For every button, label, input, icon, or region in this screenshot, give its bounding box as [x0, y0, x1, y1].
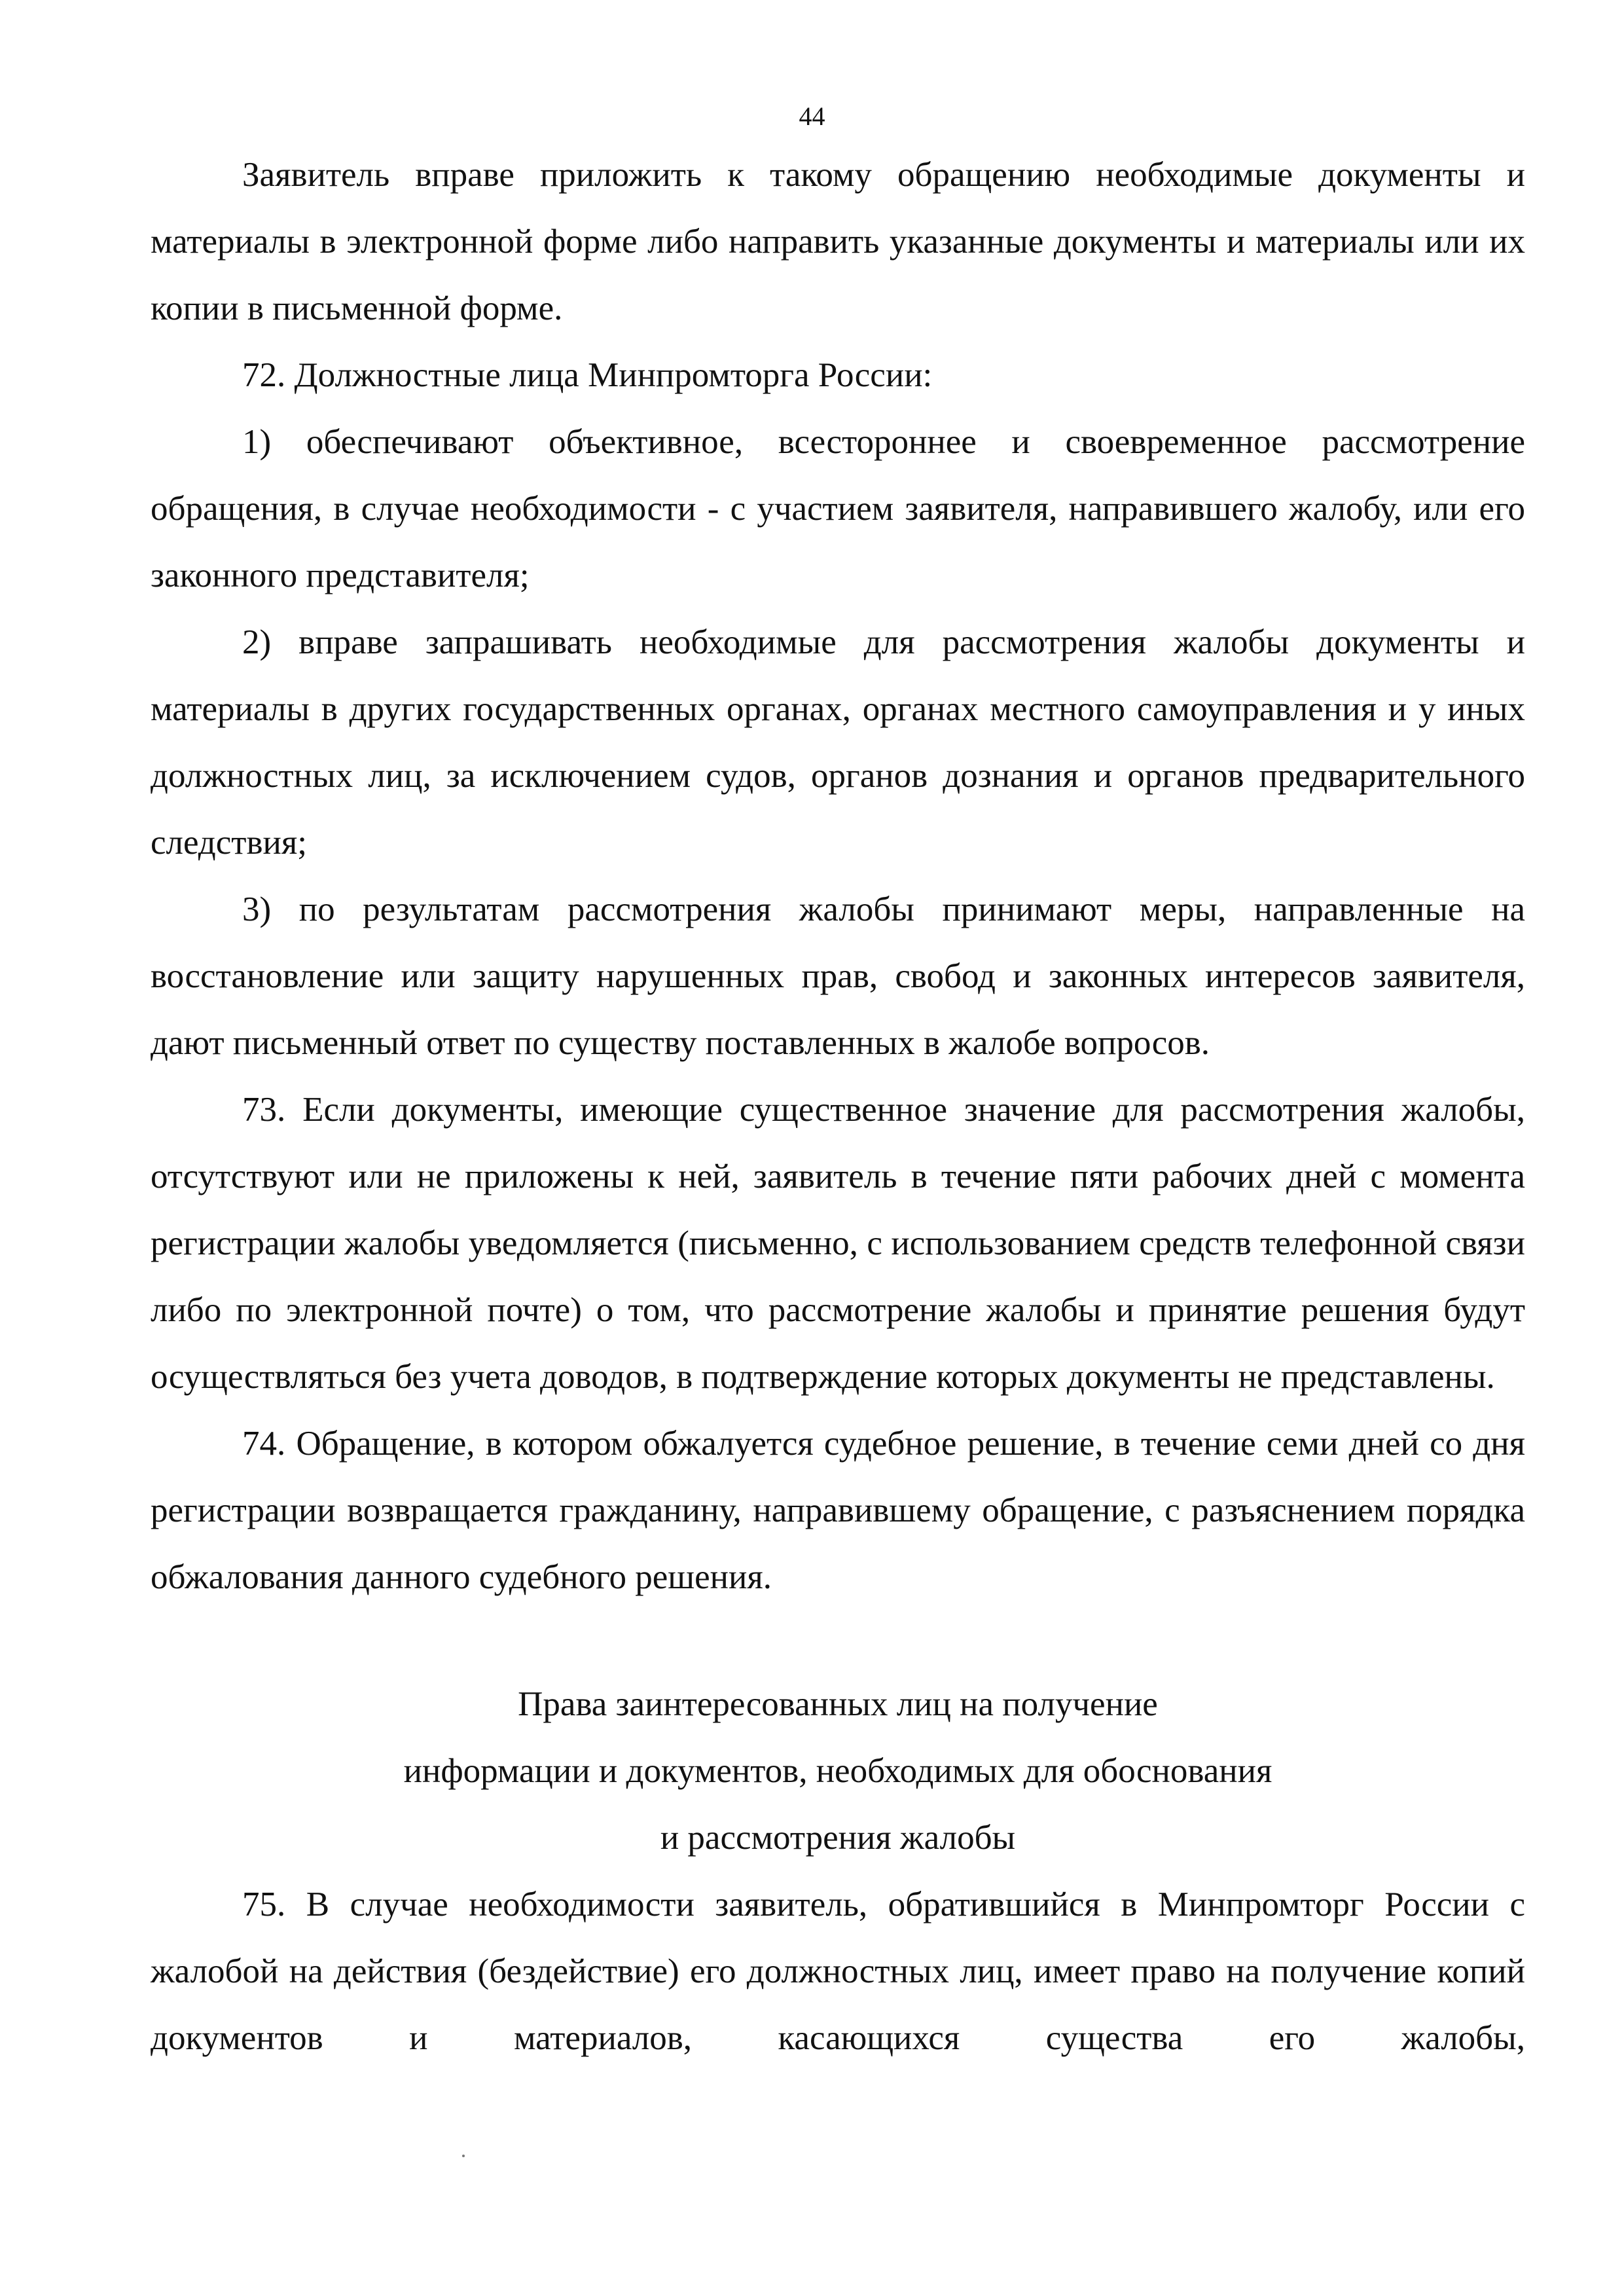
section-heading-line-1: Права заинтересованных лиц на получение: [518, 1685, 1158, 1723]
page-number: 44: [799, 101, 825, 131]
scan-speck: [462, 2155, 465, 2157]
paragraph-75: 75. В случае необходимости заявитель, обратившийся в Минпромторг России с жалобой на действия (бездействие) его должностных лиц, имеет право на получение копий документов и материалов, касающихся существа его жалобы,: [151, 1886, 1525, 2057]
paragraph-attachments: Заявитель вправе приложить к такому обращению необходимые документы и материалы в электронной форме либо направить указанные документы и материалы или их копии в письменной форме.: [151, 156, 1525, 327]
section-heading-line-2: информации и документов, необходимых для обоснования: [403, 1752, 1272, 1790]
paragraph-72-item-2: 2) вправе запрашивать необходимые для рассмотрения жалобы документы и материалы в других государственных органах, органах местного самоуправления и у иных должностных лиц, за исключением судов, органов дознания и органов предварительного следствия;: [151, 623, 1525, 862]
document-body: [151, 141, 1525, 2071]
section-heading: [151, 1671, 1525, 1871]
paragraph-74: 74. Обращение, в котором обжалуется судебное решение, в течение семи дней со дня регистрации возвращается гражданину, направившему обращение, с разъяснением порядка обжалования данного судебного решения.: [151, 1425, 1525, 1596]
section-heading-line-3: и рассмотрения жалобы: [660, 1819, 1016, 1857]
paragraph-72-item-1: 1) обеспечивают объективное, всестороннее и своевременное рассмотрение обращения, в случае необходимости - с участием заявителя, направившего жалобу, или его законного представителя;: [151, 423, 1525, 594]
paragraph-72: 72. Должностные лица Минпромторга России:: [242, 356, 933, 394]
paragraph-72-item-3: 3) по результатам рассмотрения жалобы принимают меры, направленные на восстановление или защиту нарушенных прав, свобод и законных интересов заявителя, дают письменный ответ по существу поставленных в жалобе вопросов.: [151, 890, 1525, 1062]
paragraph-73: 73. Если документы, имеющие существенное значение для рассмотрения жалобы, отсутствуют или не приложены к ней, заявитель в течение пяти рабочих дней с момента регистрации жалобы уведомляется (письменно, с использованием средств телефонной связи либо по электронной почте) о том, что рассмотрение жалобы и принятие решения будут осуществляться без учета доводов, в подтверждение которых документы не представлены.: [151, 1091, 1525, 1396]
